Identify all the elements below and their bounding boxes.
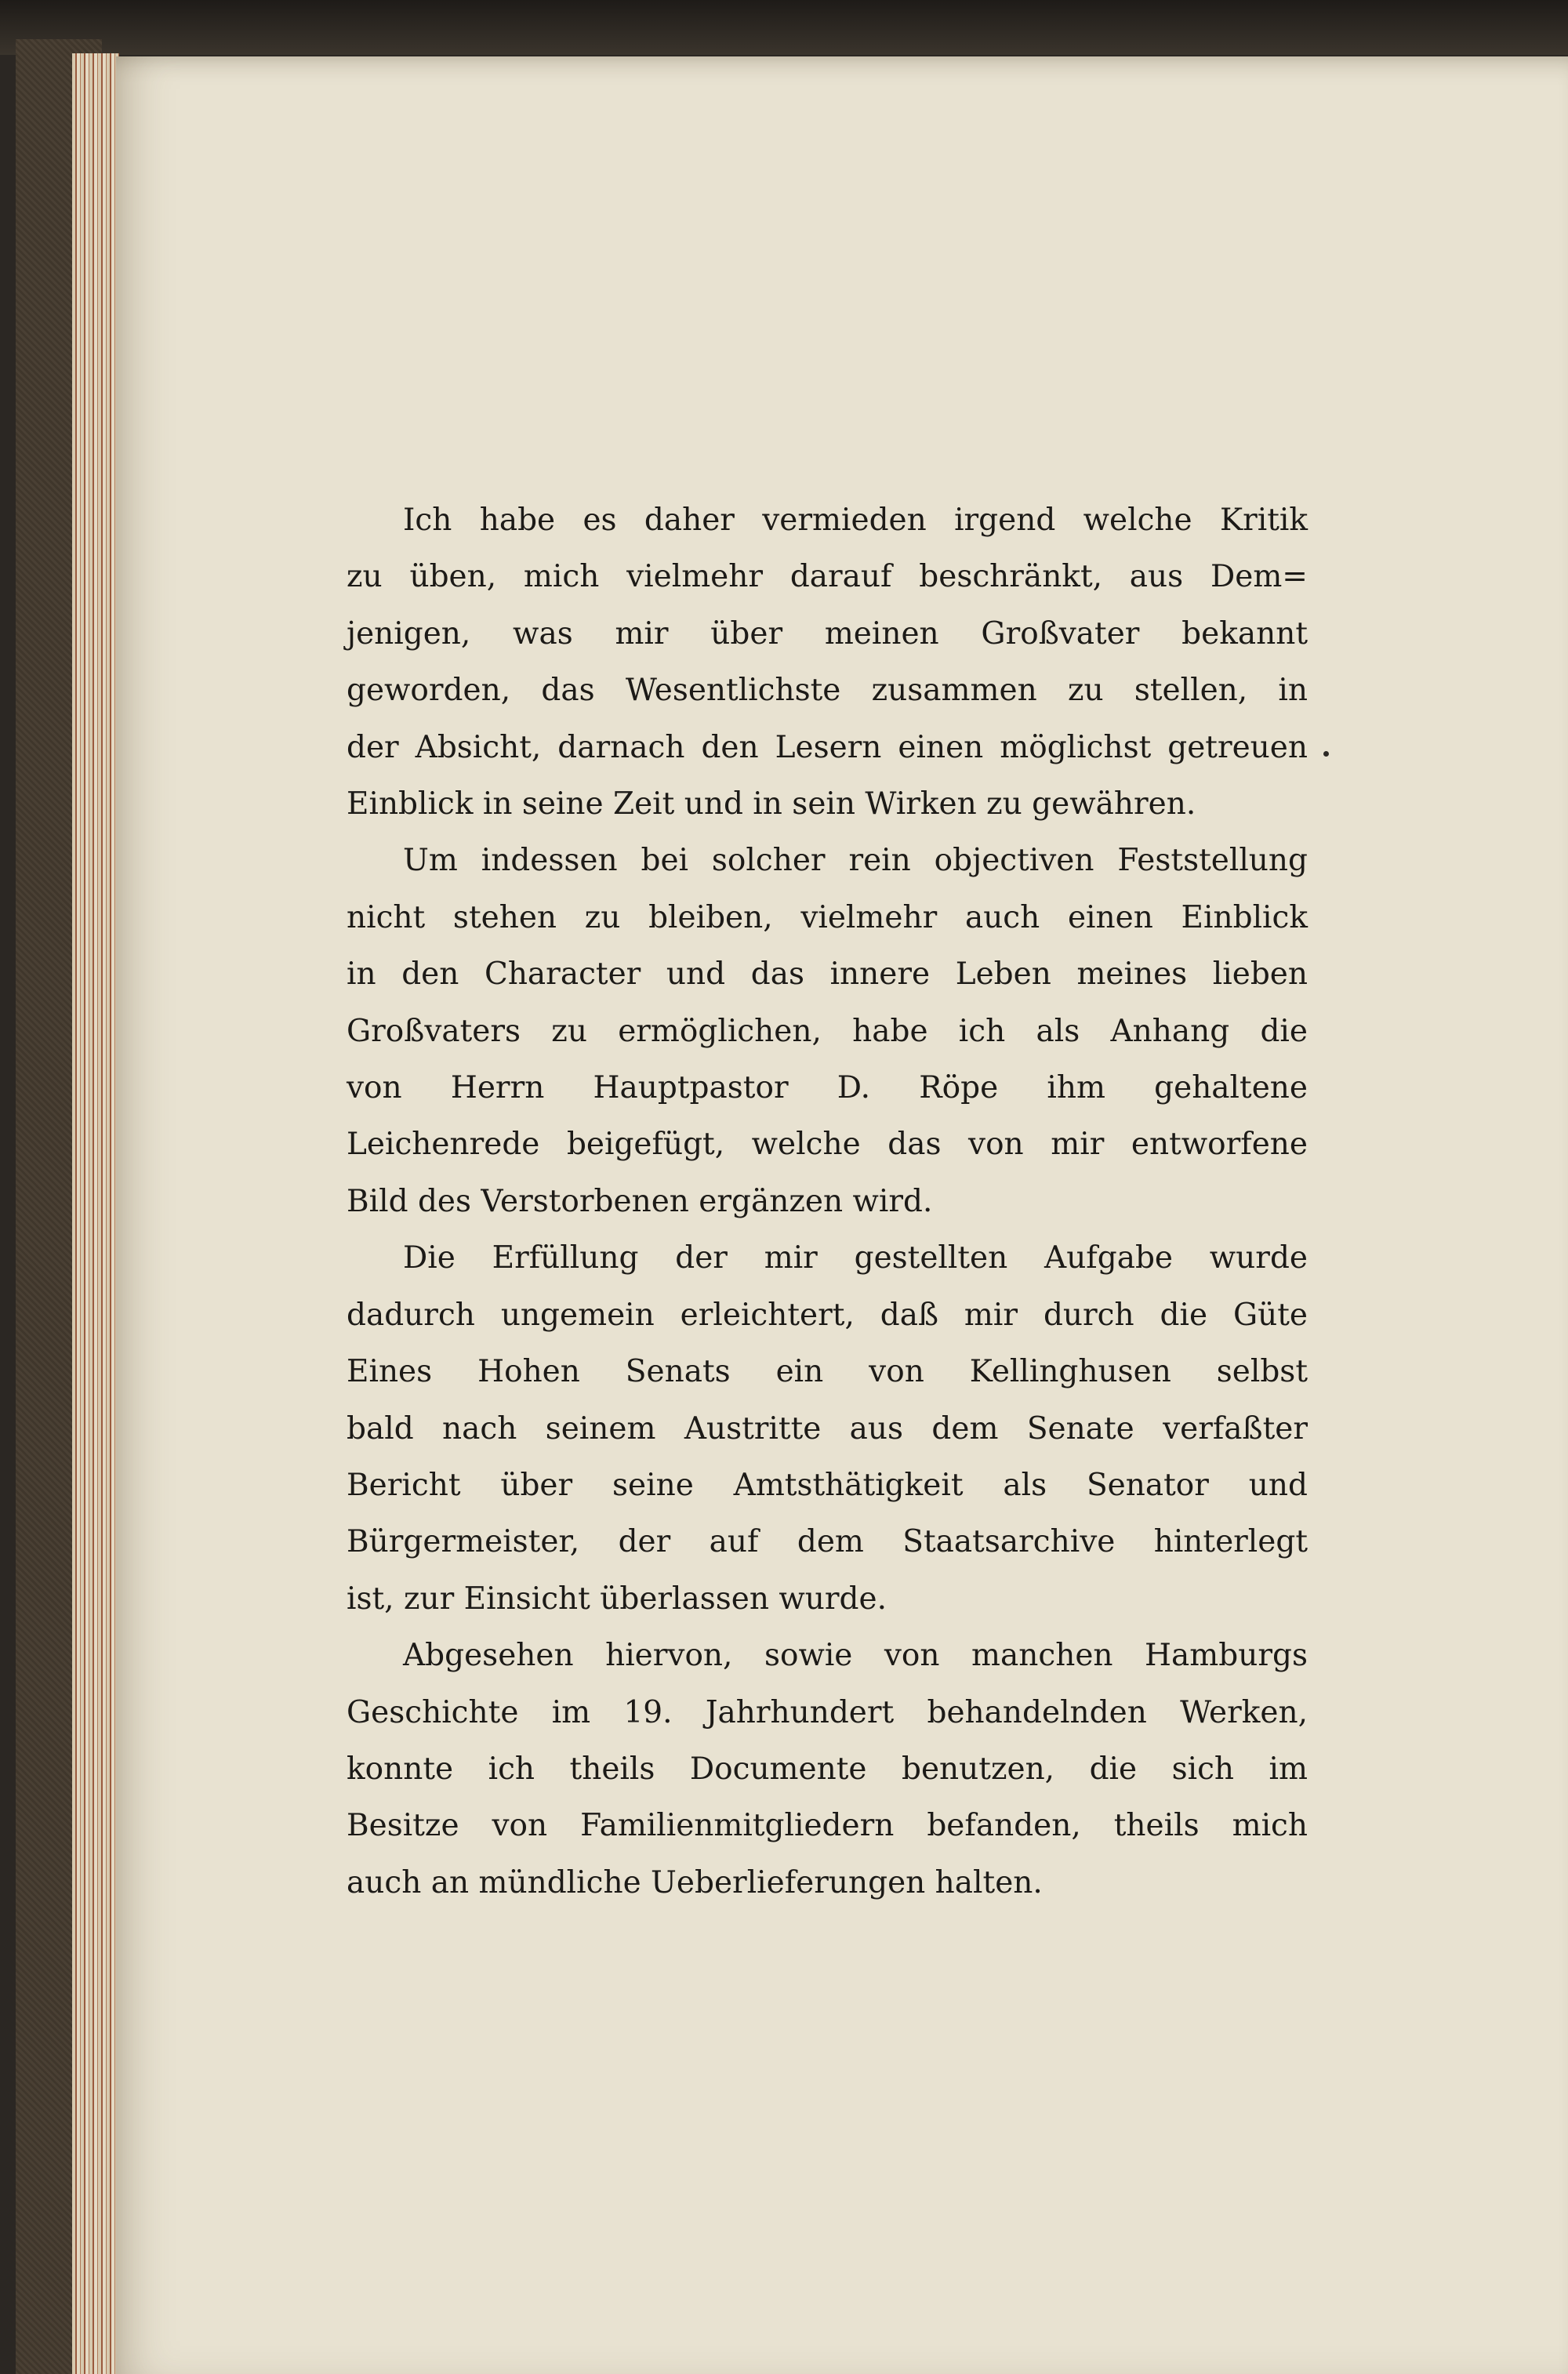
text-line: bald nach seinem Austritte aus dem Senate verfaßter: [347, 1410, 1308, 1447]
book-cover-top: [0, 0, 1568, 55]
text-line: Besitze von Familienmitgliedern befanden, theils mich: [347, 1808, 1308, 1844]
text-line: von Herrn Hauptpastor D. Röpe ihm gehaltene: [347, 1070, 1308, 1106]
text-line: Bürgermeister, der auf dem Staatsarchive hinterlegt: [347, 1524, 1308, 1560]
text-line: dadurch ungemein erleichtert, daß mir durch die Güte: [347, 1297, 1308, 1333]
text-line: geworden, das Wesentlichste zusammen zu stellen, in: [347, 673, 1308, 709]
paragraph-4: [347, 1628, 1308, 1911]
margin-mark: [1323, 751, 1329, 757]
text-line: ist, zur Einsicht überlassen wurde.: [347, 1581, 887, 1617]
page-edges: [72, 53, 119, 2374]
text-line: Eines Hohen Senats ein von Kellinghusen selbst: [347, 1354, 1308, 1390]
paragraph-3: [347, 1230, 1308, 1628]
page-text: [347, 492, 1308, 1911]
text-line: Bericht über seine Amtsthätigkeit als Senator und: [347, 1467, 1308, 1503]
paragraph-1: [347, 492, 1308, 833]
text-line: Bild des Verstorbenen ergänzen wird.: [347, 1183, 933, 1219]
paragraph-2: [347, 833, 1308, 1230]
text-line: Ich habe es daher vermieden irgend welche Kritik: [403, 503, 1308, 538]
text-line: jenigen, was mir über meinen Großvater bekannt: [347, 615, 1308, 652]
text-line: Um indessen bei solcher rein objectiven Feststellung: [403, 843, 1308, 879]
text-line: auch an mündliche Ueberlieferungen halten.: [347, 1864, 1043, 1900]
text-line: nicht stehen zu bleiben, vielmehr auch einen Einblick: [347, 899, 1308, 935]
text-line: Geschichte im 19. Jahrhundert behandelnden Werken,: [347, 1694, 1308, 1730]
text-line: in den Character und das innere Leben meines lieben: [347, 956, 1308, 993]
text-line: Abgesehen hiervon, sowie von manchen Hamburgs: [403, 1638, 1308, 1674]
text-line: Leichenrede beigefügt, welche das von mir entworfene: [347, 1127, 1308, 1163]
text-line: konnte ich theils Documente benutzen, die sich im: [347, 1751, 1308, 1787]
text-line: zu üben, mich vielmehr darauf beschränkt, aus Dem=: [347, 559, 1308, 595]
text-line: Großvaters zu ermöglichen, habe ich als Anhang die: [347, 1013, 1308, 1049]
text-line: Die Erfüllung der mir gestellten Aufgabe wurde: [403, 1240, 1308, 1276]
text-line: Einblick in seine Zeit und in sein Wirken zu gewähren.: [347, 786, 1196, 822]
text-line: der Absicht, darnach den Lesern einen möglichst getreuen: [347, 729, 1308, 765]
